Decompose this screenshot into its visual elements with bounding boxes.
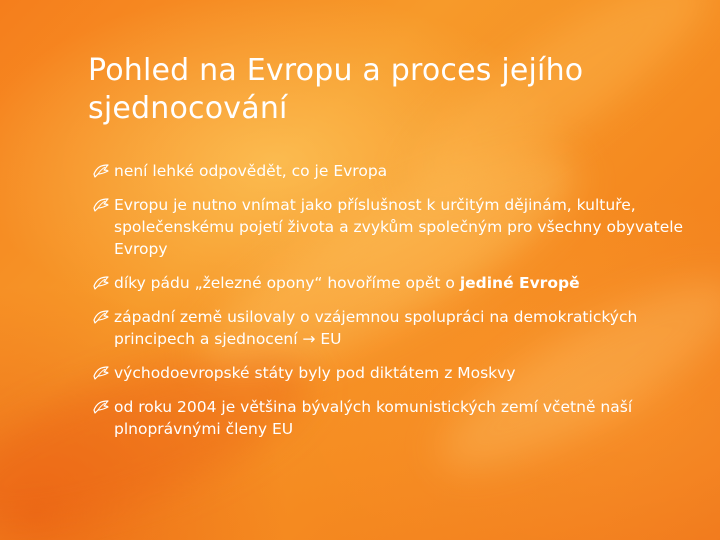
bird-icon — [93, 276, 109, 290]
bullet-list — [93, 160, 693, 452]
bullet-text: od roku 2004 je většina bývalých komunistických zemí včetně naší plnoprávnými členy EU — [114, 398, 633, 438]
bullet-item — [93, 362, 693, 384]
bird-icon — [93, 310, 109, 324]
bullet-item — [93, 272, 693, 294]
bullet-text: Evropu je nutno vnímat jako příslušnost k určitým dějinám, kultuře, společenskému pojetí života a zvykům společným pro všechny obyvatele Evropy — [114, 196, 684, 258]
bullet-item — [93, 306, 693, 350]
bird-icon — [93, 198, 109, 212]
bird-icon — [93, 164, 109, 178]
bullet-item — [93, 194, 693, 260]
bird-icon — [93, 366, 109, 380]
bullet-text: východoevropské státy byly pod diktátem z Moskvy — [114, 364, 516, 382]
slide-title: Pohled na Evropu a proces jejího sjednocování — [88, 53, 584, 126]
bird-icon — [93, 400, 109, 414]
bullet-text: díky pádu „železné opony“ hovoříme opět o — [114, 274, 460, 292]
bullet-emphasis: jediné Evropě — [459, 274, 580, 292]
bullet-text: západní země usilovaly o vzájemnou spolupráci na demokratických principech a sjednocení → EU — [114, 308, 638, 348]
bullet-text: není lehké odpovědět, co je Evropa — [114, 162, 388, 180]
bullet-item — [93, 160, 693, 182]
bullet-item — [93, 396, 693, 440]
